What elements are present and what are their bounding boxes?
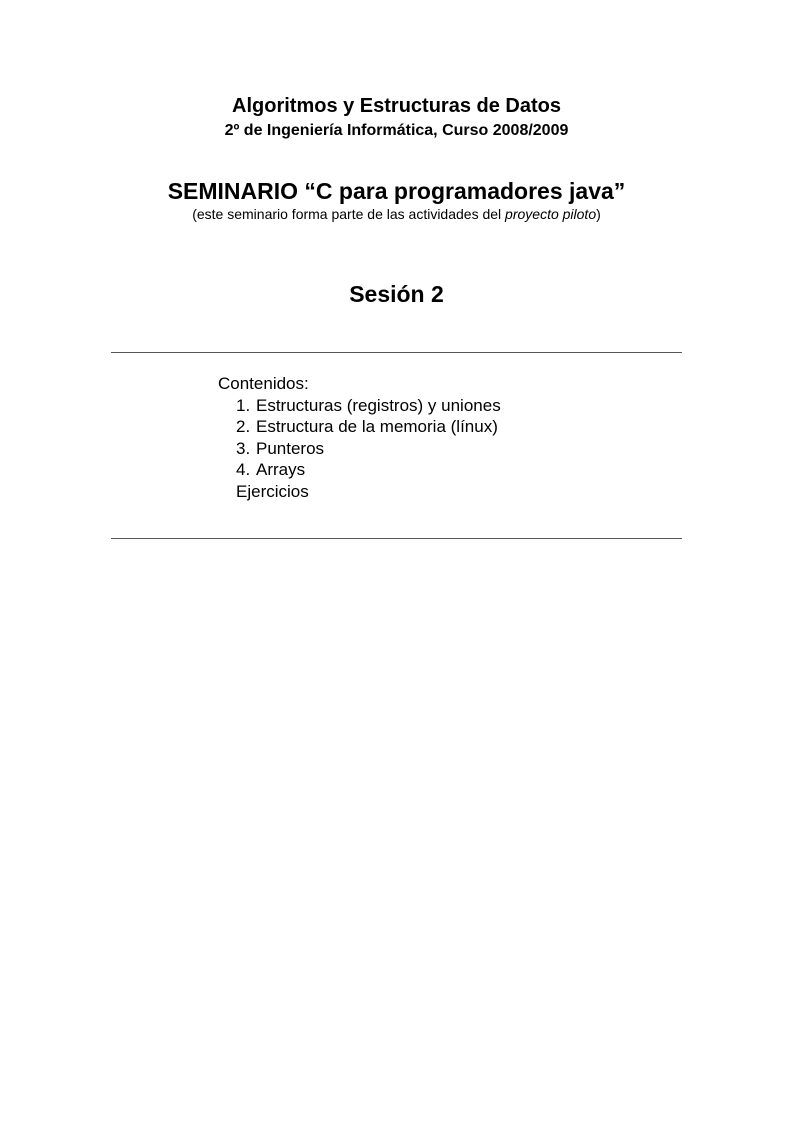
seminar-title: SEMINARIO “C para programadores java” (167, 178, 626, 204)
top-divider (111, 352, 682, 353)
contents-section (218, 373, 501, 502)
list-item (236, 459, 501, 481)
bottom-divider (111, 538, 682, 539)
list-item-label: Punteros (256, 438, 325, 458)
seminar-note-emphasis: proyecto piloto (505, 206, 597, 222)
list-item-number: 1. (236, 395, 251, 415)
seminar-note-suffix: ) (596, 206, 601, 222)
list-item (236, 416, 501, 438)
contents-exercises: Ejercicios (236, 481, 309, 501)
list-item-label: Arrays (256, 460, 306, 479)
seminar-note-prefix: (este seminario forma parte de las actividades del (192, 206, 506, 222)
contents-heading: Contenidos: (218, 374, 309, 393)
list-item-number: 4. (236, 460, 251, 479)
list-item-label: Estructura de la memoria (línux) (256, 417, 498, 436)
course-subtitle: 2º de Ingeniería Informática, Curso 2008/2009 (224, 122, 569, 139)
course-title: Algoritmos y Estructuras de Datos (232, 95, 561, 117)
list-item-number: 3. (236, 438, 251, 458)
contents-list (218, 395, 501, 481)
seminar-note (0, 205, 793, 223)
list-item-number: 2. (236, 417, 251, 436)
list-item-label: Estructuras (registros) y uniones (256, 395, 501, 415)
list-item (236, 438, 501, 460)
list-item (236, 395, 501, 417)
session-title: Sesión 2 (349, 281, 444, 307)
